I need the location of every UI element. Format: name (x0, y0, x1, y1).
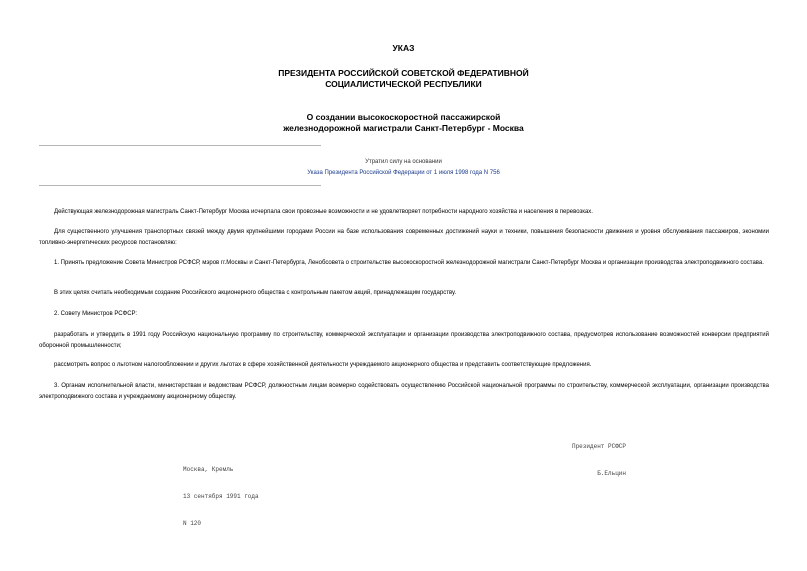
subject-line-1: О создании высокоскоростной пассажирской (306, 112, 501, 122)
paragraph-4: В этих целях считать необходимым создание Российского акционерного общества с контрольным пакетом акций, принадлежащим государству. (54, 290, 457, 296)
signature-block (566, 424, 626, 496)
signatory-name: Б.Ельцин (597, 470, 626, 477)
place-date-block (183, 447, 259, 546)
paragraph-7: рассмотреть вопрос о льготном налогообложении и других льготах в сфере хозяйственной деятельности учреждаемого акционерного общества и представить соответствующие предложения. (54, 362, 592, 368)
divider-bottom (39, 185, 321, 186)
paragraph-3: 1. Принять предложение Совета Министров РСФСР, мэров гг.Москвы и Санкт-Петербурга, Ленобсовета о строительстве высокоскоростной железнодорожной магистрали Санкт-Петербург Москва и организации производства электроподвижного состава. (54, 260, 764, 266)
paragraph-1: Действующая железнодорожная магистраль Санкт-Петербург Москва исчерпала свои провозные возможности и не удовлетворяет потребности народного хозяйства и населения в перевозках. (54, 209, 593, 215)
document-type-title: УКАЗ (392, 43, 415, 53)
paragraph-6: разработать и утвердить в 1991 году Российскую национальную программу по строительству, коммерческой эксплуатации и организации производства электроподвижного состава, предусмотрев использование возможностей конверсии предприятий оборонной промышленности; (39, 332, 769, 349)
signatory-position: Президент РСФСР (571, 443, 626, 450)
paragraph-8: 3. Органам исполнительной власти, министерствам и ведомствам РСФСР, должностным лицам всемерно содействовать осуществлению Российской национальной программы по строительству, коммерческой эксплуатации, организации производства электроподвижного состава и учреждаемому акционерному обществу. (39, 383, 769, 400)
divider-top (39, 145, 321, 146)
subject-line-2: железнодорожной магистрали Санкт-Петербург - Москва (283, 123, 524, 133)
paragraph-2: Для существенного улучшения транспортных связей между двумя крупнейшими городами России на базе использования современных достижений науки и техники, повышения безопасности движения и уровня обслуживания пассажиров, экономии топливно-энергетических ресурсов постановляю: (39, 229, 769, 246)
issuer-line-2: СОЦИАЛИСТИЧЕСКОЙ РЕСПУБЛИКИ (325, 79, 482, 89)
issuer-heading (0, 68, 807, 90)
signing-date: 13 сентября 1991 года (183, 493, 259, 500)
signing-place: Москва, Кремль (183, 466, 234, 473)
document-subject (0, 112, 807, 134)
decree-number: N 120 (183, 520, 202, 527)
paragraph-5: 2. Совету Министров РСФСР: (54, 311, 138, 317)
issuer-line-1: ПРЕЗИДЕНТА РОССИЙСКОЙ СОВЕТСКОЙ ФЕДЕРАТИВНОЙ (278, 68, 529, 78)
lost-force-note: Утратил силу на основании (365, 159, 442, 165)
basis-decree-link[interactable]: Указа Президента Российской Федерации от 1 июля 1998 года N 756 (307, 170, 500, 176)
